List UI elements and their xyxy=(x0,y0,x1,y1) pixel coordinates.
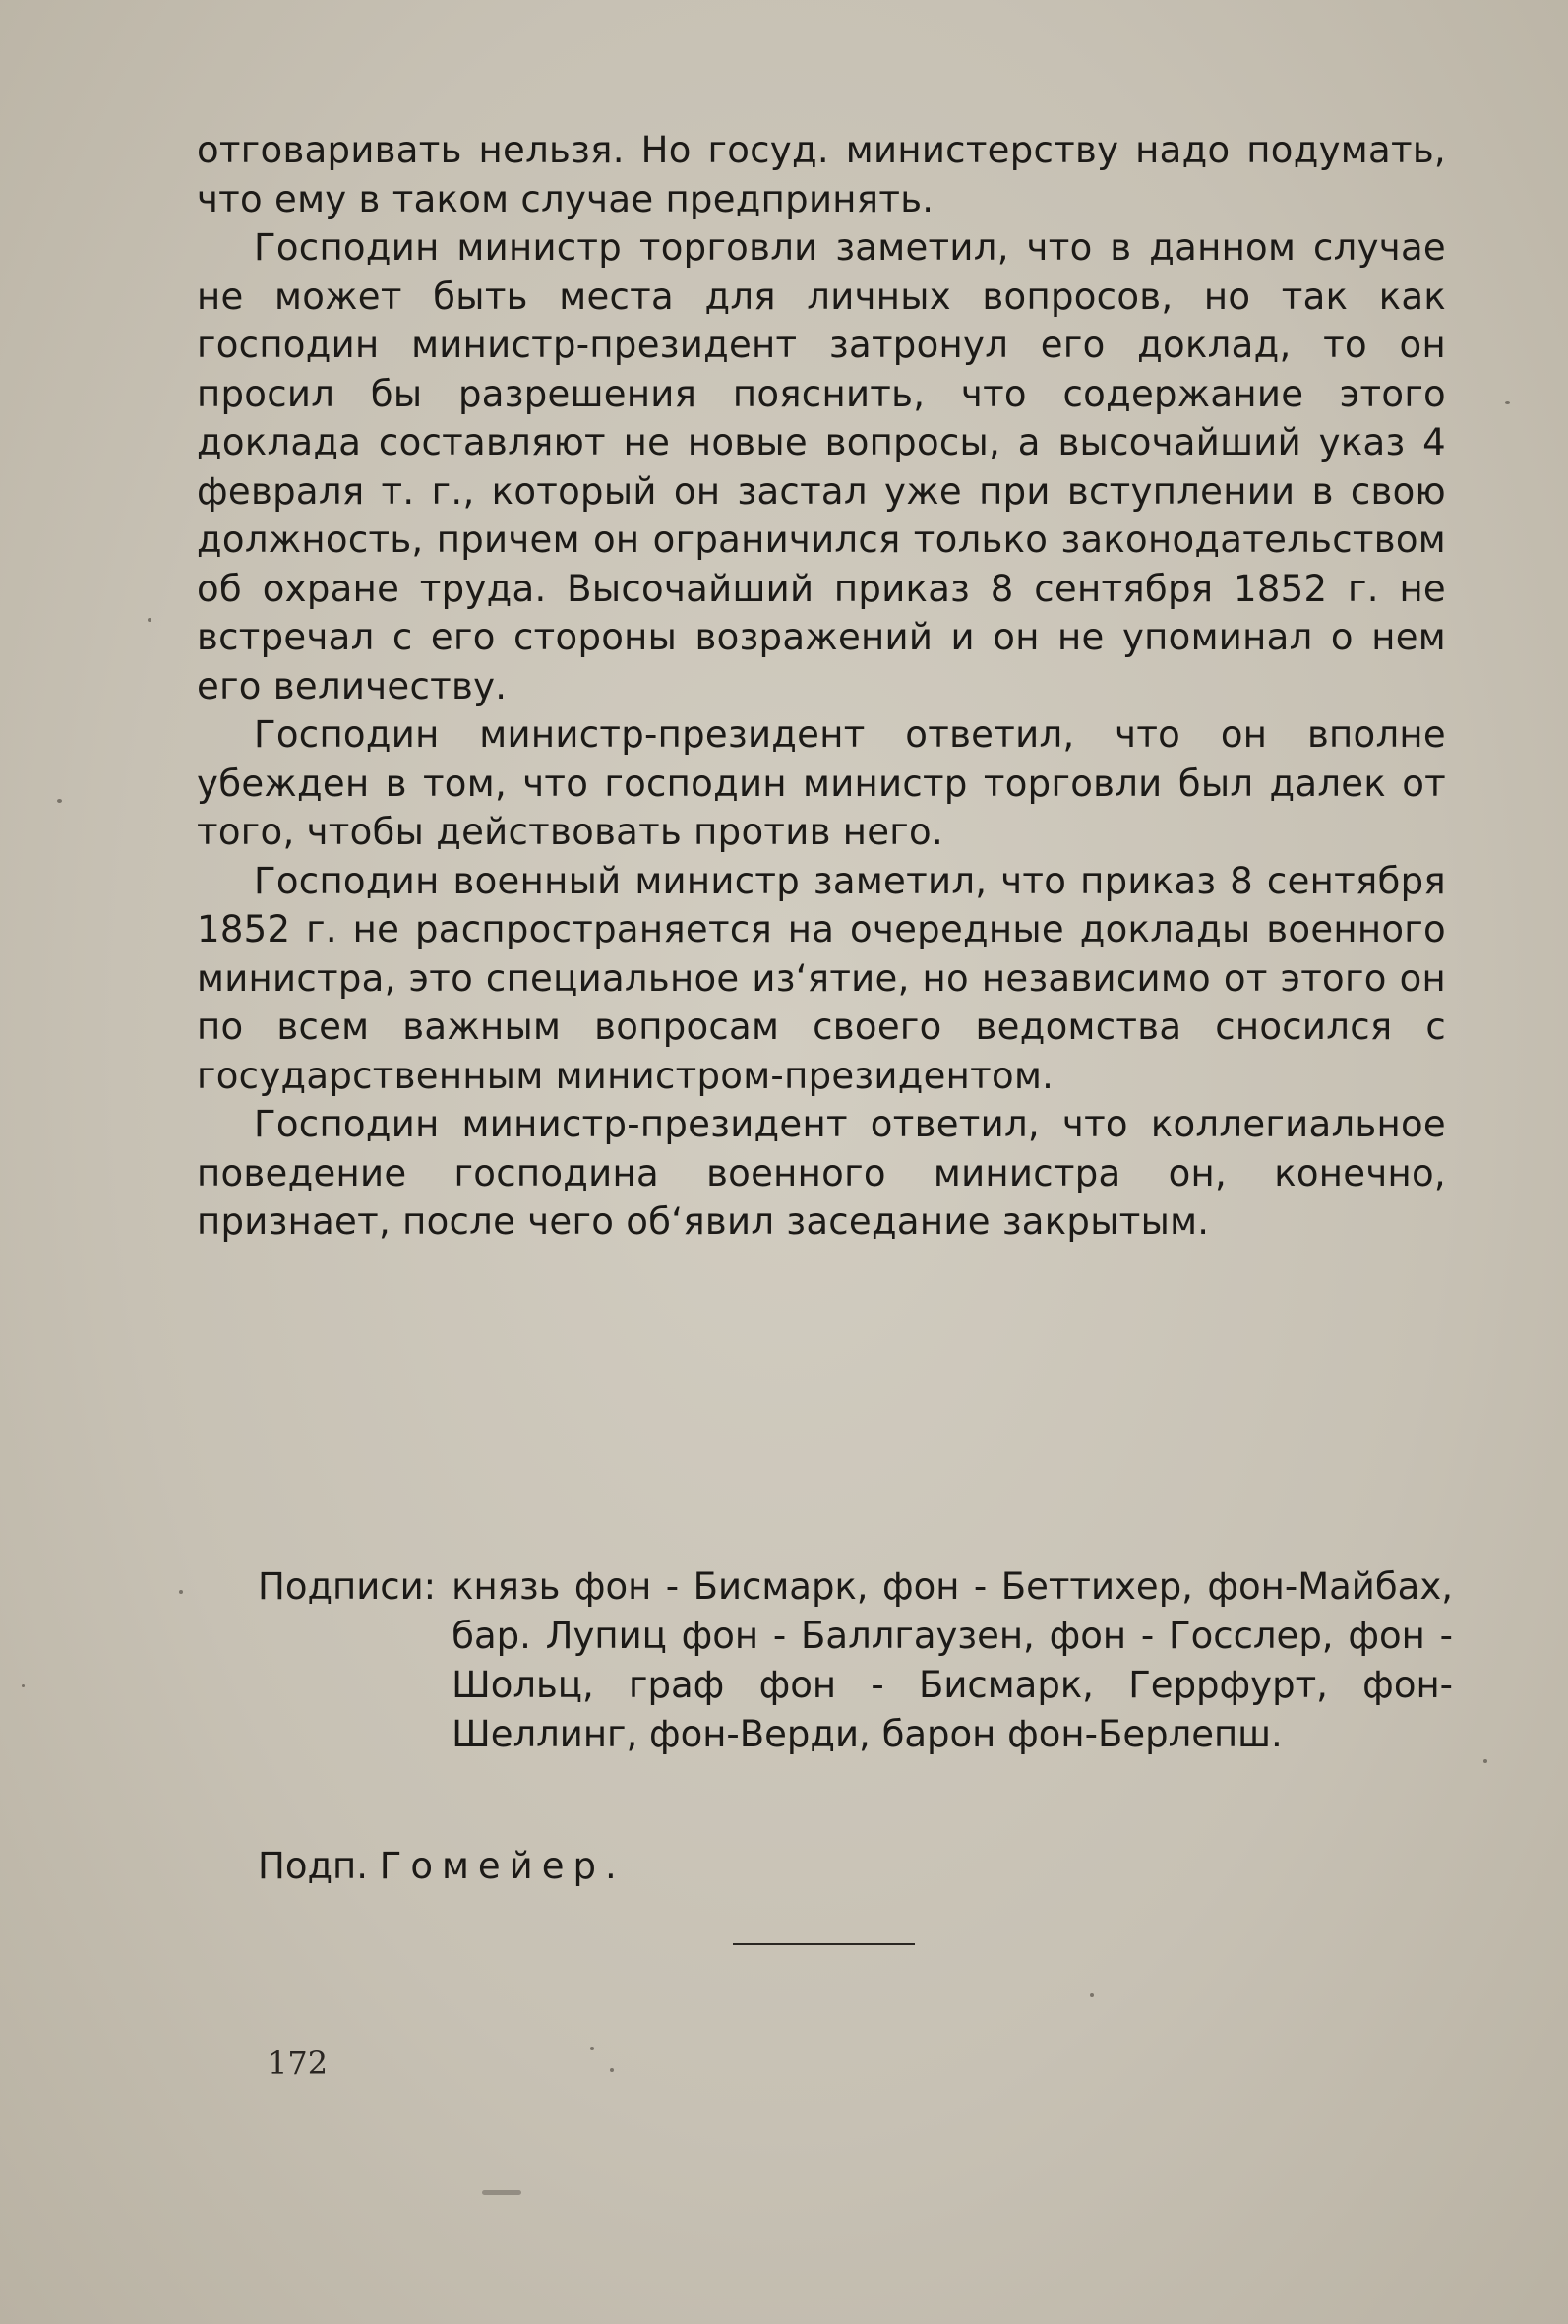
page-number: 172 xyxy=(268,2045,329,2082)
signatures-names: князь фон - Бисмарк, фон - Беттихер, фон-Майбах, бар. Лупиц фон - Баллгаузен, фон - Госслер, фон - Шольц, граф фон - Бисмарк, Геррфурт, фон-Шеллинг, фон-Верди, барон фон-Берлепш. xyxy=(452,1565,1453,1755)
body-text xyxy=(197,126,1446,1247)
paper-speck xyxy=(1483,1759,1487,1763)
paper-speck xyxy=(590,2047,594,2050)
paper-speck xyxy=(179,1590,183,1594)
paragraph-3: Господин министр-президент ответил, что он вполне убежден в том, что господин министр торговли был далек от того, чтобы действовать против него. xyxy=(197,713,1446,853)
paragraph-2: Господин министр торговли заметил, что в данном случае не может быть места для личных вопросов, но так как господин министр-президент затронул его доклад, то он просил бы разрешения пояснить, что содержание этого доклада составляют не новые вопросы, а высочайший указ 4 февраля т. г., который он застал уже при вступлении в свою должность, причем он ограничился только законодательством об охране труда. Высочайший приказ 8 сентября 1852 г. не встречал с его стороны возражений и он не упоминал о нем его величеству. xyxy=(197,226,1446,707)
paragraph-1: отговаривать нельзя. Но госуд. министерству надо подумать, что ему в таком случае предпринять. xyxy=(197,129,1446,220)
paper-speck xyxy=(1505,401,1510,404)
countersign-name: Гомейер. xyxy=(379,1845,626,1887)
signatures-label: Подписи: xyxy=(258,1565,437,1608)
paragraph-5: Господин министр-президент ответил, что коллегиальное поведение господина военного министра он, конечно, признает, после чего об‘явил заседание закрытым. xyxy=(197,1103,1446,1243)
paper-speck xyxy=(148,618,151,622)
section-divider xyxy=(733,1943,915,1945)
paper-speck xyxy=(482,2190,521,2195)
paper-speck xyxy=(57,799,62,803)
paper-speck xyxy=(1090,1993,1094,1997)
countersign-label: Подп. xyxy=(258,1845,368,1887)
signatures-block xyxy=(258,1562,1453,1759)
paper-speck xyxy=(610,2068,614,2072)
paper-speck xyxy=(22,1684,25,1687)
paragraph-4: Господин военный министр заметил, что приказ 8 сентября 1852 г. не распространяется на очередные доклады военного министра, это специальное из‘ятие, но независимо от этого он по всем важным вопросам своего ведомства сносился с государственным министром-президентом. xyxy=(197,859,1446,1097)
countersign-block xyxy=(258,1842,626,1891)
